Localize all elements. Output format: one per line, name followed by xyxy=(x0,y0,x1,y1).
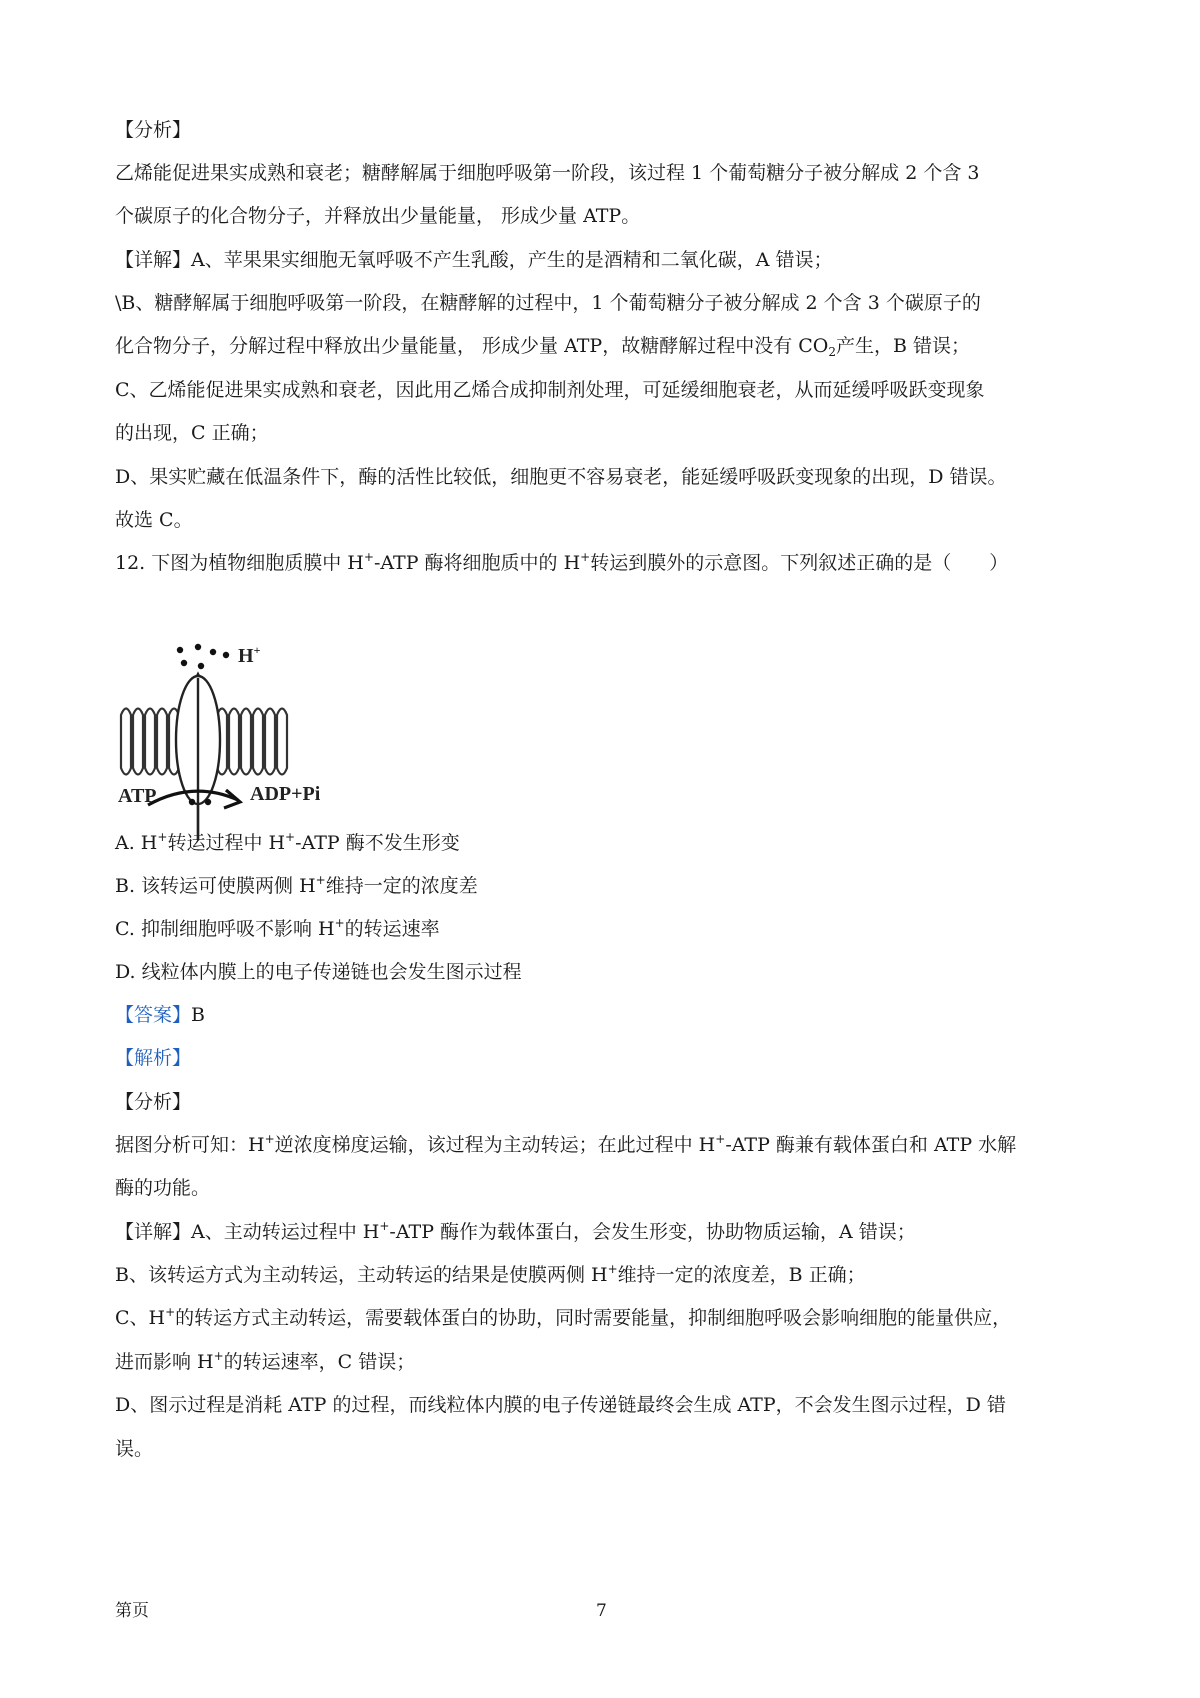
option-D: D. 线粒体内膜上的电子传递链也会发生图示过程 xyxy=(115,961,522,983)
stem-b: -ATP 酶将细胞质中的 H xyxy=(373,552,581,574)
optB-a: B. 该转运可使膜两侧 H xyxy=(115,875,316,897)
sup: + xyxy=(165,1305,176,1319)
detail-heading-1: 【详解】 xyxy=(115,249,192,271)
optC-b: 的转运速率 xyxy=(344,918,440,940)
h-ions-outside xyxy=(177,644,229,669)
sup: + xyxy=(315,873,326,887)
detail-heading-2: 【详解】 xyxy=(115,1221,192,1243)
co2-subscript: 2 xyxy=(828,345,837,359)
option-A xyxy=(115,831,460,855)
optB-b: 维持一定的浓度差 xyxy=(325,875,478,897)
atp-label: ATP xyxy=(118,785,157,807)
sup: + xyxy=(580,550,591,564)
optC-a: C. 抑制细胞呼吸不影响 H xyxy=(115,918,335,940)
sup: + xyxy=(363,550,374,564)
sup: + xyxy=(157,830,168,844)
dC2-a: 进而影响 H xyxy=(115,1351,214,1373)
question-12-stem xyxy=(115,551,1008,575)
dB-a: B、该转运方式为主动转运，主动转运的结果是使膜两侧 H xyxy=(115,1264,608,1286)
dC-a: C、H xyxy=(115,1307,166,1329)
detail2-B xyxy=(115,1263,866,1287)
detail-A-text: A、苹果果实细胞无氧呼吸不产生乳酸，产生的是酒精和二氧化碳，A 错误； xyxy=(191,249,833,271)
analysis-line-2: 个碳原子的化合物分子，并释放出少量能量， 形成少量 ATP。 xyxy=(115,205,641,227)
detail-D-1: D、果实贮藏在低温条件下，酶的活性比较低，细胞更不容易衰老，能延缓呼吸跃变现象的出现，D 错误。 xyxy=(115,466,1007,488)
detail2-D-1: D、图示过程是消耗 ATP 的过程，而线粒体内膜的电子传递链最终会生成 ATP，不会发生图示过程，D 错 xyxy=(115,1394,1006,1416)
detail-A-1 xyxy=(115,248,833,272)
dA-a: A、主动转运过程中 H xyxy=(191,1221,380,1243)
stem-a: 12. 下图为植物细胞质膜中 H xyxy=(115,552,364,574)
detail-B-2 xyxy=(115,334,970,358)
detail-B-2b: 产生，B 错误； xyxy=(836,335,971,357)
analysis2-line-1 xyxy=(115,1133,1016,1157)
analysis-heading-2: 【分析】 xyxy=(115,1091,192,1113)
detail2-C-1 xyxy=(115,1306,1011,1330)
p1-c: -ATP 酶兼有载体蛋白和 ATP 水解 xyxy=(725,1134,1017,1156)
h-ion-label: H+ xyxy=(238,643,261,667)
sup: + xyxy=(334,916,345,930)
footer-left: 第页 xyxy=(115,1601,149,1621)
explanation-heading: 【解析】 xyxy=(115,1047,192,1069)
page-number: 7 xyxy=(596,1601,607,1621)
analysis-heading-1: 【分析】 xyxy=(115,119,192,141)
dB-b: 维持一定的浓度差，B 正确； xyxy=(617,1264,866,1286)
detail2-A xyxy=(115,1220,916,1244)
option-B xyxy=(115,874,478,898)
stem-c: 转运到膜外的示意图。下列叙述正确的是（ ） xyxy=(590,552,1009,574)
sup: + xyxy=(607,1262,618,1276)
optA-c: -ATP 酶不发生形变 xyxy=(295,832,460,854)
detail-C-2: 的出现，C 正确； xyxy=(115,422,269,444)
detail-C-1: C、乙烯能促进果实成熟和衰老，因此用乙烯合成抑制剂处理，可延缓细胞衰老，从而延缓呼吸跃变现象 xyxy=(115,379,985,401)
analysis2-line-2: 酶的功能。 xyxy=(115,1177,211,1199)
sup: + xyxy=(715,1132,726,1146)
p1-b: 逆浓度梯度运输，该过程为主动转运；在此过程中 H xyxy=(274,1134,716,1156)
analysis-line-1: 乙烯能促进果实成熟和衰老；糖酵解属于细胞呼吸第一阶段，该过程 1 个葡萄糖分子被分解成 2 个含 3 xyxy=(115,162,980,184)
dC-b: 的转运方式主动转运，需要载体蛋白的协助，同时需要能量，抑制细胞呼吸会影响细胞的能量供应， xyxy=(175,1307,1012,1329)
detail2-C-2 xyxy=(115,1350,415,1374)
dC2-b: 的转运速率，C 错误； xyxy=(223,1351,416,1373)
dA-b: -ATP 酶作为载体蛋白，会发生形变，协助物质运输，A 错误； xyxy=(389,1221,916,1243)
adp-pi-label: ADP+Pi xyxy=(250,783,321,805)
sup: + xyxy=(264,1132,275,1146)
optA-a: A. H xyxy=(115,832,158,854)
sup: + xyxy=(379,1219,390,1233)
answer-value: B xyxy=(191,1004,205,1026)
sup: + xyxy=(213,1349,224,1363)
sup: + xyxy=(285,830,296,844)
detail-B-2a: 化合物分子，分解过程中释放出少量能量， 形成少量 ATP，故糖酵解过程中没有 CO xyxy=(115,335,829,357)
conclusion: 故选 C。 xyxy=(115,509,193,531)
detail2-D-2: 误。 xyxy=(115,1438,154,1460)
detail-B-1: \B、糖酵解属于细胞呼吸第一阶段，在糖酵解的过程中，1 个葡萄糖分子被分解成 2 个含 3 个碳原子的 xyxy=(115,292,981,314)
optA-b: 转运过程中 H xyxy=(167,832,286,854)
p1-a: 据图分析可知：H xyxy=(115,1134,265,1156)
option-C xyxy=(115,917,440,941)
answer-label: 【答案】 xyxy=(115,1004,192,1026)
answer-line xyxy=(115,1003,205,1027)
